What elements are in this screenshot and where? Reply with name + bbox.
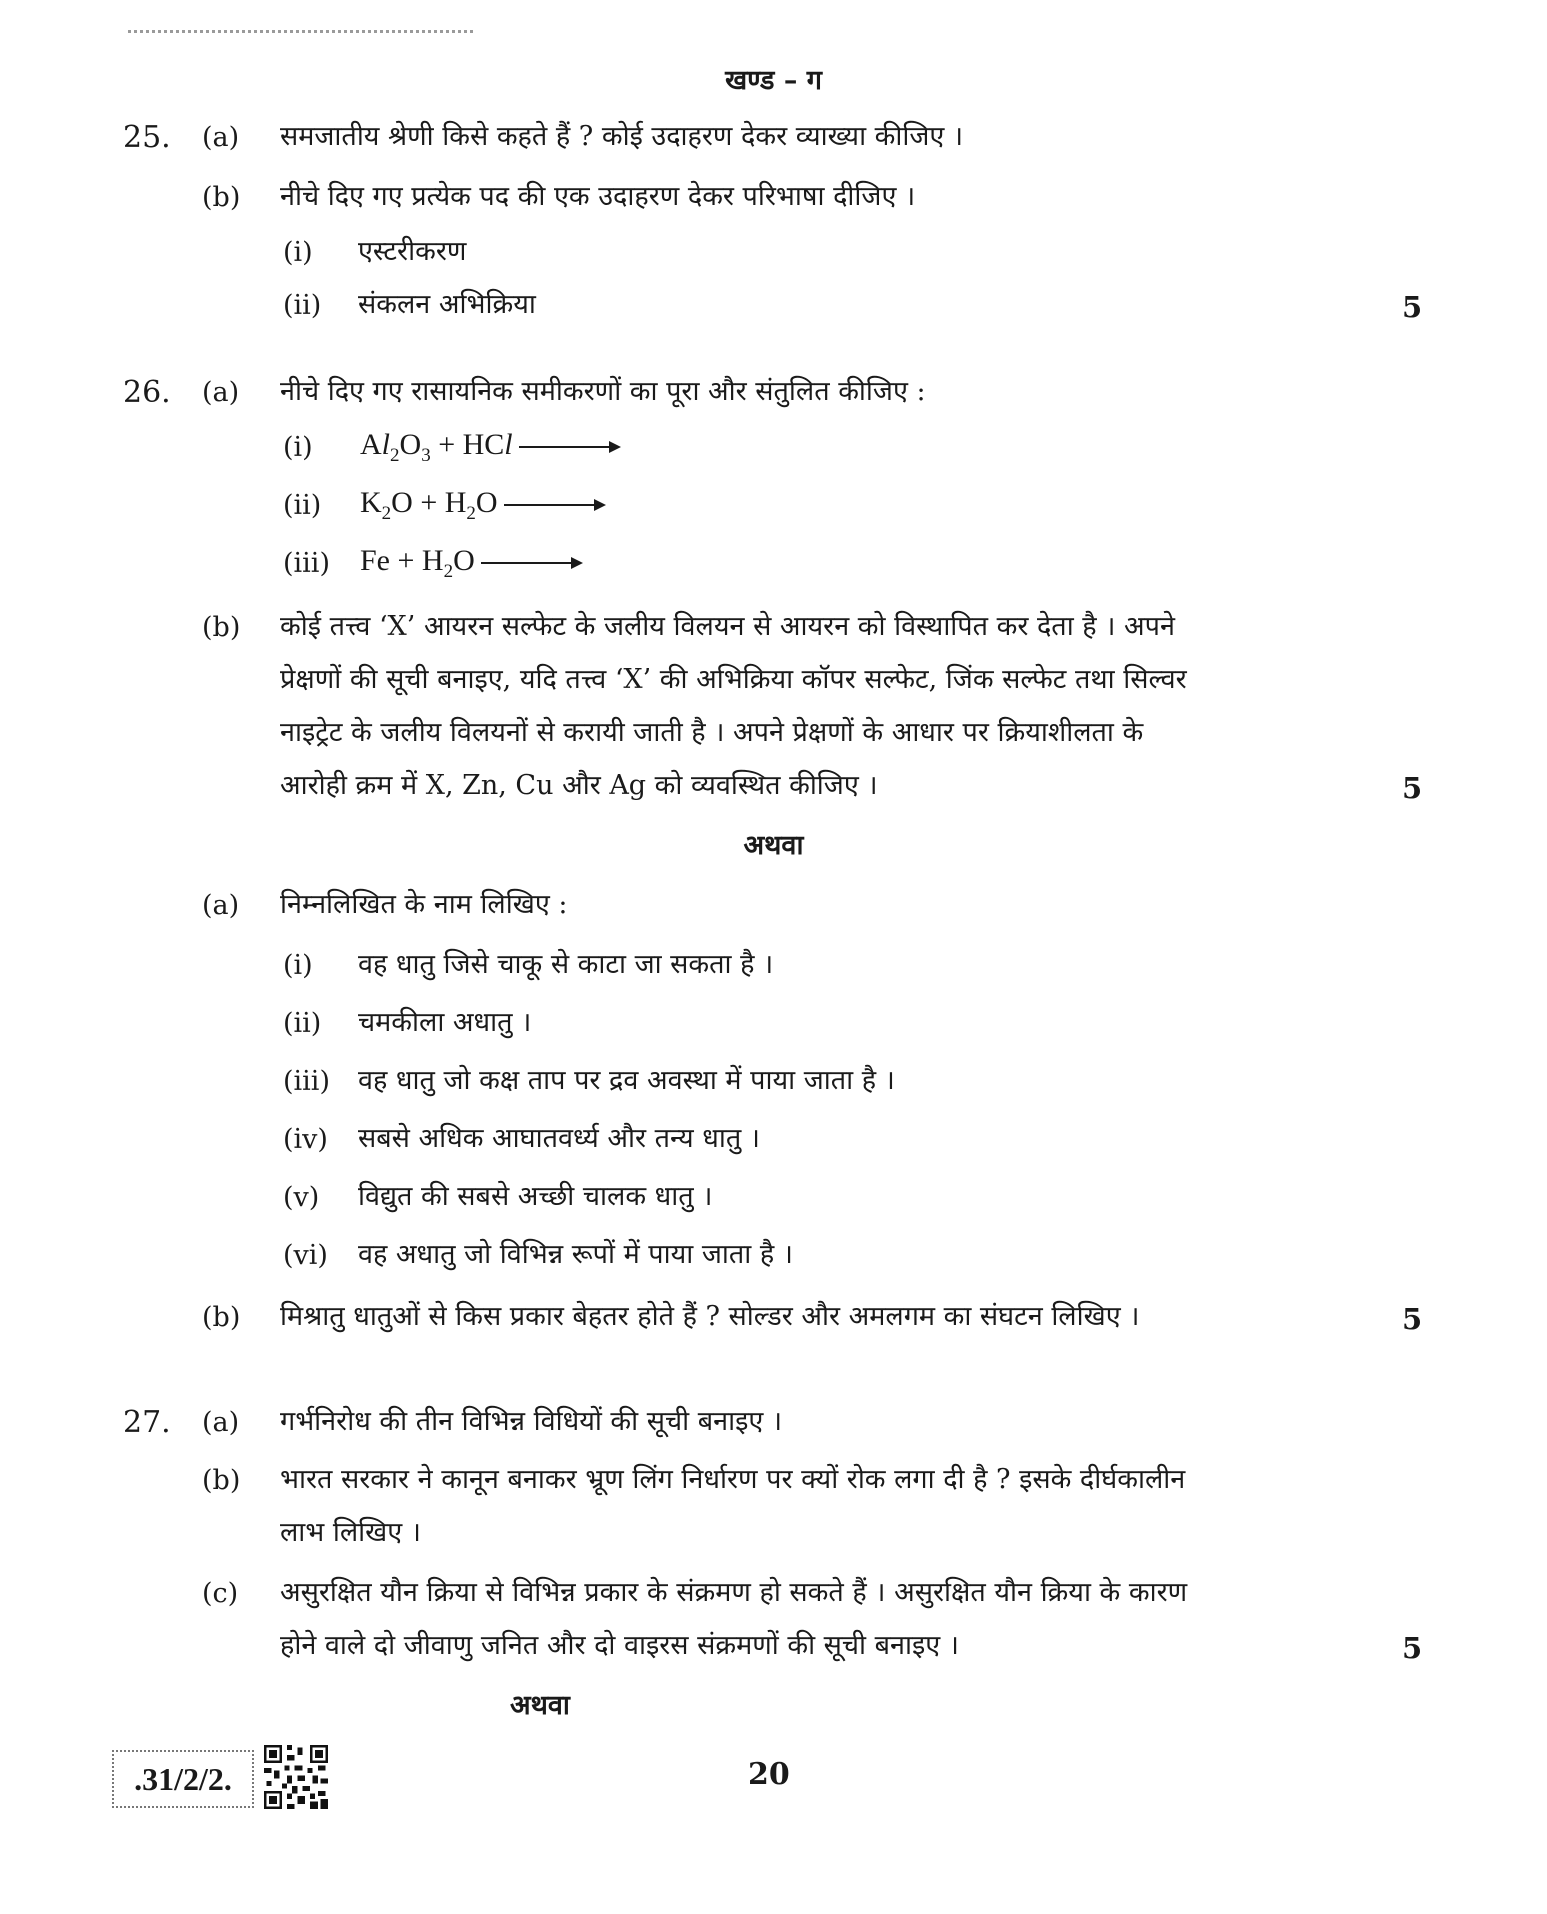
page-number: 20 (748, 1757, 790, 1792)
q26-alt-b-text: मिश्रातु धातुओं से किस प्रकार बेहतर होते हैं ? सोल्डर और अमलगम का संघटन लिखिए । (280, 1301, 1140, 1332)
q26-alt-b-label: (b) (202, 1302, 241, 1333)
q25-b-ii-label: (ii) (283, 290, 322, 321)
q26-b-line3: नाइट्रेट के जलीय विलयनों से करायी जाती है । अपने प्रेक्षणों के आधार पर क्रियाशीलता के (280, 717, 1144, 748)
q27-c-line2: होने वाले दो जीवाणु जनित और दो वाइरस संक्रमणों की सूची बनाइए । (280, 1630, 960, 1661)
q27-part-a-label: (a) (202, 1407, 240, 1438)
alt-item-text: वह धातु जो कक्ष ताप पर द्रव अवस्था में पाया जाता है । (358, 1065, 895, 1096)
q27-marks: 5 (1402, 1631, 1423, 1665)
q27-c-line1: असुरक्षित यौन क्रिया से विभिन्न प्रकार के संक्रमण हो सकते हैं । असुरक्षित यौन क्रिया के कारण (280, 1577, 1188, 1608)
q26-alt-a-text: निम्नलिखित के नाम लिखिए : (280, 889, 568, 920)
q25-b-i-text: एस्टरीकरण (358, 236, 467, 267)
alt-item-label: (iii) (283, 1066, 330, 1097)
q26-b-line2: प्रेक्षणों की सूची बनाइए, यदि तत्त्व ‘X’ की अभिक्रिया कॉपर सल्फेट, जिंक सल्फेट तथा सिल्वर (280, 664, 1187, 695)
alt-item-text: वह धातु जिसे चाकू से काटा जा सकता है । (358, 949, 774, 980)
q25-b-ii-text: संकलन अभिक्रिया (358, 289, 536, 320)
reaction-arrow-icon (504, 504, 604, 506)
q27-b-line1: भारत सरकार ने कानून बनाकर भ्रूण लिंग निर्धारण पर क्यों रोक लगा दी है ? इसके दीर्घकालीन (280, 1464, 1186, 1495)
q26-part-a-label: (a) (202, 377, 240, 408)
q25-part-b-text: नीचे दिए गए प्रत्येक पद की एक उदाहरण देकर परिभाषा दीजिए । (280, 181, 916, 212)
q26-alt-a-label: (a) (202, 890, 240, 921)
paper-code-box: .31/2/2. (112, 1750, 254, 1808)
equation-al2o3-hcl: $Al_2O_3$ + HCl (360, 428, 619, 467)
q27-b-line2: लाभ लिखिए । (280, 1517, 421, 1548)
or-separator-27: अथवा (510, 1690, 570, 1721)
reaction-arrow-icon (481, 562, 581, 564)
header-dotted-strip (128, 30, 473, 33)
q26-b-line4: आरोही क्रम में X, Zn, Cu और Ag को व्यवस्थित कीजिए । (280, 770, 878, 801)
q26-eq-iii-label: (iii) (283, 548, 330, 579)
q27-part-c-label: (c) (202, 1578, 239, 1609)
question-number-27: 27. (123, 1405, 171, 1440)
or-separator-26: अथवा (743, 830, 804, 861)
question-number-26: 26. (123, 375, 171, 410)
q27-part-b-label: (b) (202, 1465, 241, 1496)
q25-part-b-label: (b) (202, 182, 241, 213)
alt-item-text: विद्युत की सबसे अच्छी चालक धातु । (358, 1181, 713, 1212)
alt-item-label: (i) (283, 950, 313, 981)
q25-b-i-label: (i) (283, 237, 313, 268)
question-number-25: 25. (123, 120, 171, 155)
qr-code-icon (264, 1745, 328, 1809)
section-heading: खण्ड – ग (725, 65, 822, 96)
q25-part-a-label: (a) (202, 122, 240, 153)
alt-item-text: सबसे अधिक आघातवर्ध्य और तन्य धातु । (358, 1123, 761, 1154)
alt-item-text: वह अधातु जो विभिन्न रूपों में पाया जाता है । (358, 1239, 794, 1270)
reaction-arrow-icon (519, 446, 619, 448)
equation-k2o-h2o: $K_2O + H_2O$ (360, 486, 604, 525)
alt-item-label: (vi) (283, 1240, 328, 1271)
q26-eq-ii-label: (ii) (283, 490, 322, 521)
equation-fe-h2o: $Fe + H_2O$ (360, 544, 581, 583)
alt-item-label: (v) (283, 1182, 320, 1213)
alt-item-label: (iv) (283, 1124, 328, 1155)
q25-marks: 5 (1402, 290, 1423, 324)
q26-b-line1: कोई तत्त्व ‘X’ आयरन सल्फेट के जलीय विलयन से आयरन को विस्थापित कर देता है । अपने (280, 611, 1175, 642)
q26-marks-1: 5 (1402, 771, 1423, 805)
q26-marks-2: 5 (1402, 1302, 1423, 1336)
q26-part-a-text: नीचे दिए गए रासायनिक समीकरणों का पूरा और संतुलित कीजिए : (280, 376, 926, 407)
alt-item-label: (ii) (283, 1008, 322, 1039)
q26-part-b-label: (b) (202, 612, 241, 643)
q25-part-a-text: समजातीय श्रेणी किसे कहते हैं ? कोई उदाहरण देकर व्याख्या कीजिए । (280, 121, 964, 152)
q27-part-a-text: गर्भनिरोध की तीन विभिन्न विधियों की सूची बनाइए । (280, 1406, 783, 1437)
q26-eq-i-label: (i) (283, 432, 313, 463)
alt-item-text: चमकीला अधातु । (358, 1007, 532, 1038)
